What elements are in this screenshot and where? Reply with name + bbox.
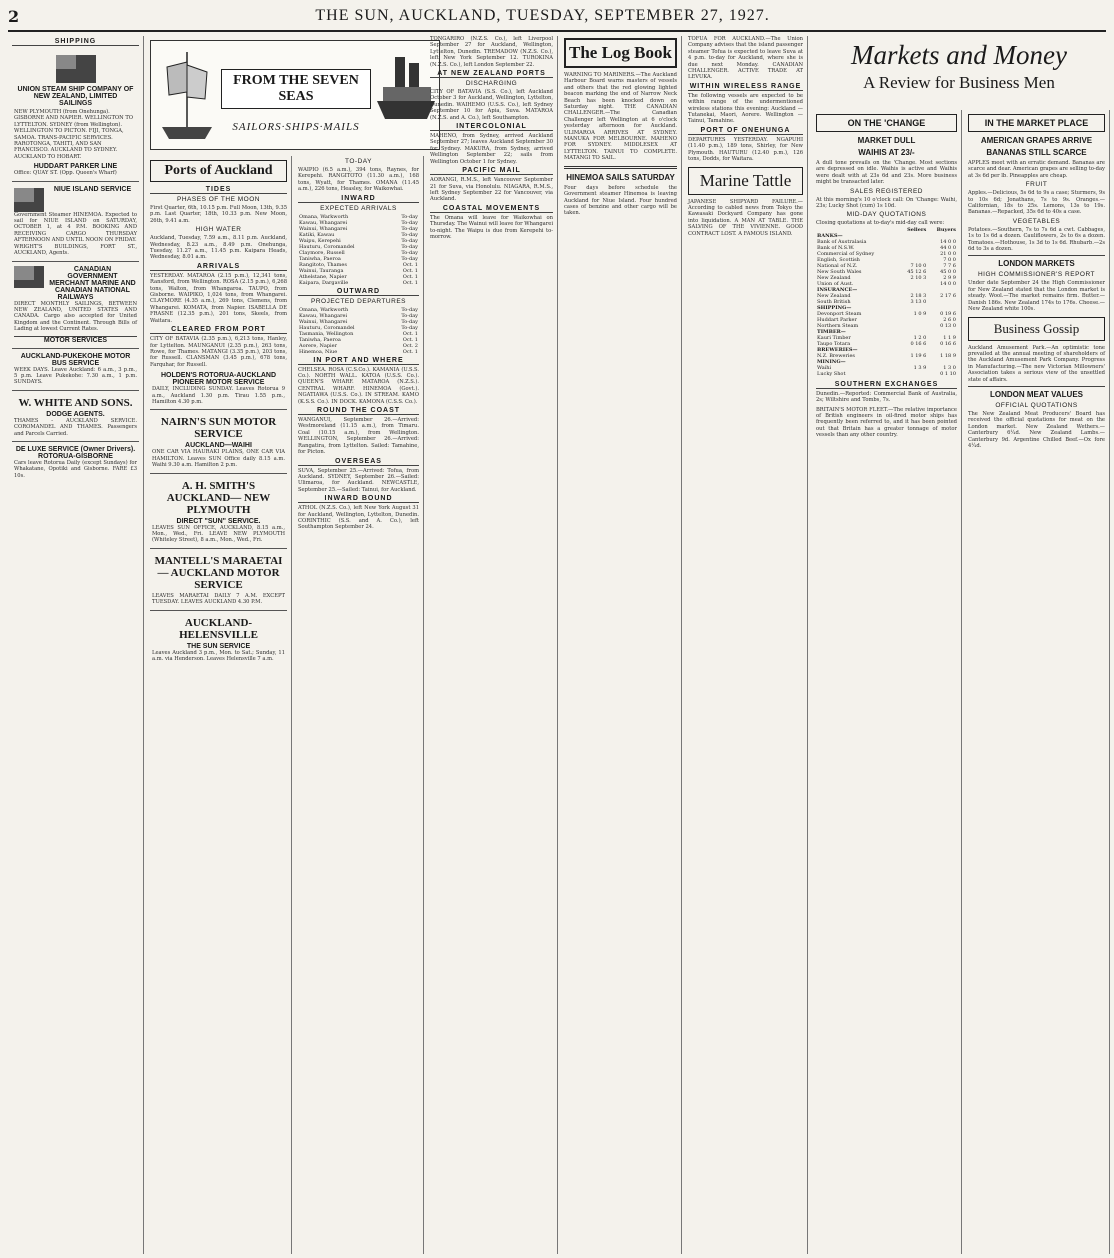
ship-date: Oct. 1 — [402, 261, 418, 268]
quote-name: Bank of Australasia — [817, 238, 867, 245]
inward-label: INWARD — [298, 195, 419, 203]
ship-name: Omana, Warkworth — [299, 213, 349, 220]
inward-bound-label: INWARD BOUND — [298, 495, 419, 503]
quote-name: Union of Aust. — [817, 280, 854, 287]
mantell-body: LEAVES MARAETAI DAILY 7 A.M. EXCEPT TUESDAY. LEAVES AUCKLAND 4.30 P.M. — [152, 592, 285, 606]
ship-date: To-day — [401, 318, 418, 325]
quote-name: New South Wales — [817, 268, 862, 275]
round-coast-label: ROUND THE COAST — [298, 407, 419, 415]
ship-date: Oct. 1 — [402, 330, 418, 337]
buyers-value: 14 0 0 — [940, 238, 956, 245]
change-title: ON THE 'CHANGE — [816, 114, 957, 132]
tides-label: TIDES — [150, 186, 287, 194]
quote-name: New Zealand — [817, 274, 851, 281]
ship-name: Wainui, Whangarei — [299, 318, 348, 325]
quote-name: Lucky Shot — [817, 370, 846, 377]
sellers-value: 2 18 3 — [910, 292, 927, 299]
table-row — [816, 371, 957, 377]
ship-date: Oct. 1 — [402, 273, 418, 280]
ship-date: Oct. 1 — [402, 279, 418, 286]
ship-date: To-day — [401, 219, 418, 226]
ship-name: Hauturu, Coromandel — [299, 243, 355, 250]
buyers-value: 7 0 0 — [943, 256, 956, 263]
smith-sub: DIRECT "SUN" SERVICE. — [176, 517, 261, 525]
column-ports-continued — [294, 156, 424, 1254]
ship-date: Oct. 1 — [402, 348, 418, 355]
quote-name: Huddart Parker — [817, 316, 857, 323]
sellers-value: 1 2 0 — [913, 334, 927, 341]
ship-date: To-day — [401, 306, 418, 313]
markets-header — [812, 40, 1106, 93]
cleared-label: CLEARED FROM PORT — [150, 326, 287, 334]
union-title: UNION STEAM SHIP COMPANY OF NEW ZEALAND, LIMITED — [17, 86, 134, 100]
ship-name: Hinemoa, Niue — [299, 348, 338, 355]
inport-body: CHELSEA. ROSA (C.S.Co.). KAMANIA (U.S.S. Co.). NORTH WALL. KATOA (U.S.S. Co.). QUEEN'S WHARF. MATAROA (N.Z.S.). CENTRAL WHARF. HINEMOA (Govt.). NGATIAWA (U.S.S. Co.). IN STREAM. KAMO (K.S.S. Co.). IN DOCK. KAMONA (C.S.S. Co.). — [298, 366, 419, 405]
overseas-label: OVERSEAS — [298, 458, 419, 466]
buyers-value: 45 0 0 — [940, 268, 956, 275]
quote-name: Waihi — [817, 364, 832, 371]
buyers-value: 0 19 6 — [940, 310, 956, 317]
ship-date: Oct. 1 — [402, 336, 418, 343]
ship-name: Athelstane, Napier — [299, 273, 347, 280]
projected-label: PROJECTED DEPARTURES — [311, 297, 406, 305]
quote-name: Bank of N.S.W. — [817, 244, 855, 251]
quotations-table — [816, 227, 957, 377]
log-book-body: WARNING TO MARINERS.—The Auckland Harbour Board warns masters of vessels and others that the red glowing lighted beacon marking the end of Narrow Neck Beach has been knocked down on Saturday night. THE CANADIAN CHALLENGER.—The Canadian Challenger left Wellington at 6 o'clock yesterday afternoon for Auckland. ULIMAROA ARRIVES AT SYDNEY. MANUKA FOR MELBOURNE. MAHENO FOR SYDNEY. MIDDLESEX AT LYTTELTON. TAINUI TO COMPLETE. MATANGI TO SAIL. — [564, 72, 677, 162]
buyers-value: 0 1 10 — [940, 370, 956, 377]
meat-body: The New Zealand Meat Producers' Board has received the official quotations for meat on the London market. New Zealand Wethers.—Canterbury 6¼d. New Zealand Lambs.—Canterbury 9d. Argentine Chilled Beef.—Ox fore 4¼d. — [968, 410, 1105, 449]
wireless-body: The following vessels are expected to be within range of the undermentioned wireless stations this evening: Auckland — Tutanekai, Maori, Aorere. Wellington — Tainui, Tamahine. — [688, 92, 803, 125]
ship-date: To-day — [401, 324, 418, 331]
high-water-body: Auckland, Tuesday, 7.59 a.m., 8.11 p.m. Auckland, Wednesday, 8.23 a.m., 8.49 p.m. Onehunga, Tuesday, 11.27 a.m., 11.45 p.m. Kaipara Heads, Wednesday, 8.01 a.m. — [150, 235, 287, 261]
ship-date: To-day — [401, 213, 418, 220]
london-title: LONDON MARKETS — [998, 259, 1075, 269]
buyers-value: 21 0 0 — [940, 250, 956, 257]
ship-name: Hauturu, Coromandel — [299, 324, 355, 331]
quote-name: South British — [817, 298, 851, 305]
ship-date: To-day — [401, 255, 418, 262]
quote-name: BREWERIES— — [817, 346, 858, 353]
holden-title: HOLDEN'S ROTORUA-AUCKLAND PIONEER MOTOR SERVICE — [160, 372, 277, 387]
round-coast-body: WANGANUI, September 26.—Arrived: Westmoreland (11.15 a.m.), from Timaru. Coal (10.15 a.m.), from Wellington. WELLINGTON, September 26.—Arrived: Rangatira, from Lyttelton. Sailed: Tamahine, for Picton. — [298, 417, 419, 456]
helensville-sub: THE SUN SERVICE — [186, 642, 251, 650]
buyers-value: 14 0 0 — [940, 280, 956, 287]
change-sub: MARKET DULL — [857, 136, 916, 145]
cleared-body: CITY OF BATAVIA (2.35 p.m.), 6,213 tons, Hanley, for Lyttelton. MAUNGANUI (2.35 p.m.), 263 tons, Rowe, for Thames. MATANGI (3.35 p.m.), 203 tons, for Russell. CLANSMAN (3.45 p.m.), 678 tons, Farquhar, for Russell. — [150, 336, 287, 368]
marine-tattle-body: JAPANESE SHIPYARD FAILURE.—According to cabled news from Tokyo the Kawasaki Dockyard Company has gone into liquidation. A MAN AT TABLE. THE SALVING OF THE VIVIENNE. GOOD CONTRACT LOST. A FAMOUS ISLAND. — [688, 198, 803, 237]
niue-title: NIUE ISLAND SERVICE — [53, 185, 132, 193]
column-market-place — [964, 110, 1110, 1254]
tongariro-body: TONGARIRO (N.Z.S. Co.), left Liverpool September 27 for Auckland, Wellington, Lyttelton, Dunedin. TREMADOW (N.Z.S. Co.), left New York September 12. TUROKINA (N.Z.S. Co.), left London September 22. — [430, 36, 553, 68]
coastal-label: COASTAL MOVEMENTS — [430, 205, 553, 213]
sailing-ship-icon — [157, 47, 217, 147]
union-ad — [12, 48, 139, 182]
quote-name: Kauri Timber — [817, 334, 851, 341]
ship-name: Kawau, Whangarei — [299, 219, 348, 226]
vegetables-label: VEGETABLES — [1012, 217, 1061, 225]
column-log-book — [560, 36, 682, 1254]
column-marine — [684, 36, 808, 1254]
pacific-mail-label: PACIFIC MAIL — [430, 167, 553, 175]
banner-title: FROM THE SEVEN SEAS — [221, 69, 371, 109]
projected-table — [298, 307, 419, 355]
mantell-ad — [150, 549, 287, 611]
tofua-body: TOFUA FOR AUCKLAND.—The Union Company advises that the island passenger steamer Tofua is expected to leave Suva at 4 p.m. to-day for Auckland, where she is due next Monday. CANADIAN CHALLENGER. ACTIVE TRADE AT LEVUKA. — [688, 36, 803, 81]
ship-name: Taniwha, Paeroa — [299, 255, 341, 262]
helensville-title: AUCKLAND-HELENSVILLE — [179, 616, 258, 641]
sellers-value: 3 13 0 — [910, 298, 927, 305]
ship-name: Tasmania, Wellington — [299, 330, 354, 337]
union-office: Office: QUAY ST. (Opp. Queen's Wharf) — [14, 170, 117, 177]
union-sailings: SAILINGS — [58, 100, 93, 107]
quote-name: New Zealand — [817, 292, 851, 299]
ship-date: To-day — [401, 231, 418, 238]
page-number: 2 — [8, 6, 20, 26]
buyers-value: 44 0 0 — [940, 244, 956, 251]
marine-tattle-title: Marine Tattle — [688, 167, 803, 195]
buyers-value: 0 16 6 — [940, 340, 956, 347]
ship-date: Oct. 1 — [402, 267, 418, 274]
ship-name: Kawau, Whangarei — [299, 312, 348, 319]
pukekohe-ad — [12, 349, 139, 391]
sellers-value: 1 3 9 — [913, 364, 927, 371]
sellers-value — [898, 371, 927, 377]
rotorua-title: DE LUXE SERVICE (Owner Drivers). ROTORUA-GISBORNE — [15, 445, 136, 460]
place-title: IN THE MARKET PLACE — [968, 114, 1105, 132]
helensville-ad — [150, 611, 287, 667]
quote-name: TIMBER— — [817, 328, 846, 335]
markets-subtitle: A Review for Business Men — [863, 73, 1055, 92]
arrivals-body: YESTERDAY. MATAROA (2.15 p.m.), 12,341 tons, Ransford, from Wellington. ROSA (2.15 p.m.), 6,268 tons, Walton, from Whangaroa. TAUPO, from Gisborne. WAIPIKO, 1,024 tons, from Whangarei. CLAYMORE (4.35 a.m.), 269 tons, Clemens, from Whangarei. KOMATA, from Napier. ISABELLA DE FRASNE (12.35 p.m.), 201 tons, Skeels, from Waitara. — [150, 272, 287, 324]
change-sub2: WAIHIS AT 23/- — [858, 148, 915, 157]
quote-name: English, Scottish — [817, 256, 860, 263]
column-on-change — [812, 110, 962, 1254]
nz-ports-label: AT NEW ZEALAND PORTS — [430, 70, 553, 78]
nairn-ad — [150, 410, 287, 473]
seven-seas-banner — [150, 40, 440, 150]
expected-table — [298, 214, 419, 286]
quote-name: Taupo Totara — [817, 340, 851, 347]
buyers-value: 1 1 9 — [943, 334, 956, 341]
ship-name: Omana, Warkworth — [299, 306, 349, 313]
buyers-value: 1 3 0 — [943, 364, 956, 371]
column-header: Sellers — [907, 226, 927, 233]
canadian-ad — [12, 262, 139, 349]
exchanges-body: Dunedin.—Reported: Commercial Bank of Australia, 2s; Wiltshire and Tombs, 7s. — [816, 390, 957, 404]
table-row — [298, 280, 419, 286]
canadian-body: DIRECT MONTHLY SAILINGS, BETWEEN NEW ZEALAND, UNITED STATES AND CANADA. Cargo also accepted for United Kingdom and the Continent. Through Bills of Lading at lowest Current Rates. — [14, 300, 137, 333]
motor-services-label: MOTOR SERVICES — [14, 336, 137, 344]
log-book-title: The Log Book — [564, 38, 677, 68]
ship-date: To-day — [401, 249, 418, 256]
gossip-body: Auckland Amusement Park.—An optimistic tone prevailed at the annual meeting of shareholders of the Auckland Amusement Park Company. Progress in Manufacturing.—The new Victorian Millowners' Association takes a serious view of the unsettled state of affairs. — [968, 344, 1105, 383]
white-sub: DODGE AGENTS. — [46, 410, 105, 418]
white-ad — [12, 391, 139, 442]
niue-body: Government Steamer HINEMOA. Expected to sail for NIUE ISLAND on SATURDAY, OCTOBER 1, at 4 P.M. BOOKING AND RECEIVING CARGO THURSDAY AFTERNOON AND UNTIL NOON ON FRIDAY. — [14, 211, 137, 244]
buyers-value: 0 13 0 — [940, 322, 956, 329]
exchanges-label: SOUTHERN EXCHANGES — [816, 381, 957, 389]
quote-name: MINING— — [817, 358, 846, 365]
london-sub: HIGH COMMISSIONER'S REPORT — [977, 271, 1096, 279]
pacific-mail-body: AORANGI, R.M.S., left Vancouver September 21 for Suva, via Honolulu. NIAGARA, R.M.S., left Sydney September 22 for Vancouver, via Auckland. — [430, 177, 553, 203]
union-body: NEW PLYMOUTH (from Onehunga). GISBORNE AND NAPIER. WELLINGTON TO LYTTELTON. SYDNEY (from Wellington). WELLINGTON TO PICTON. FIJI, TONGA, SAMOA. TRANS-PACIFIC SERVICES. RAROTONGA, TAHITI, AND SAN FRANCISCO. AUCKLAND TO SYDNEY. AUCKLAND TO HOBART. — [14, 109, 134, 160]
table-row — [298, 349, 419, 355]
moon-body: First Quarter, 6th, 10.15 p.m. Full Moon, 13th, 9.35 p.m. Last Quarter, 18th, 10.33 p.m. New Moon, 26th, 9.41 a.m. — [150, 205, 287, 224]
markets-title: Markets and Money — [851, 40, 1067, 70]
banner-subtitle: SAILORS·SHIPS·MAILS — [232, 121, 360, 133]
nairn-title: NAIRN'S SUN MOTOR SERVICE — [160, 416, 277, 441]
inport-label: IN PORT AND WHERE — [298, 357, 419, 365]
vegetables-body: Potatoes.—Southern, 7s to 7s 6d a cwt. Cabbages, 1s to 1s 6d a dozen. Cauliflowers, 2s to 6s a dozen. Tomatoes.—Hothouse, 1s 3d to 1s 6d. Rhubarb.—2s 6d to 3s a dozen. — [968, 226, 1105, 253]
onehunga-body: DEPARTURES YESTERDAY. NGAPUHI (11.40 p.m.), 189 tons, Shirley, for New Plymouth. HAUTURU (12.40 p.m.), 126 tons, Dodds, for Waitara. — [688, 136, 803, 163]
holden-ad — [150, 368, 287, 410]
pukekohe-title: AUCKLAND-PUKEKOHE MOTOR BUS SERVICE — [20, 352, 131, 367]
ship-name: Waipu, Kerepehi — [299, 237, 341, 244]
sellers-value: 0 16 6 — [910, 340, 927, 347]
mantell-title: MANTELL'S MARAETAI — AUCKLAND MOTOR SERVICE — [154, 554, 283, 591]
moon-label: PHASES OF THE MOON — [177, 196, 260, 203]
fruit-label: FRUIT — [1025, 181, 1048, 189]
buyers-value: 7 7 6 — [943, 262, 956, 269]
shipping-label: SHIPPING — [12, 38, 139, 46]
rotorua-body: Cars leave Rotorua Daily (except Sundays) for Whakatane, Opotiki and Gisborne. FARE £3 10s. — [14, 459, 137, 479]
nairn-sub: AUCKLAND—WAIHI — [185, 442, 252, 450]
niue-ad — [12, 182, 139, 262]
quote-name: SHIPPING— — [817, 304, 852, 311]
coastal-body: The Omana will leave for Waikowhai on Thursday. The Wainui will leave for Whangarei to-night. The Waipu is due from Kerepehi to-morrow. — [430, 214, 553, 240]
meat-title: LONDON MEAT VALUES — [989, 389, 1084, 399]
intercolonial-body: MAHENO, from Sydney, arrived Auckland September 27; leaves Auckland September 30 for Sydney. MAKURA, from Sydney, arrived Wellington September 22; sails from Wellington October 1 for Sydney. — [430, 133, 553, 165]
place-body: APPLES meet with an erratic demand. Bananas are scarce and dear. American grapes are selling to-day at 3s 6d per lb. Pineapples are cheap. — [968, 160, 1105, 179]
smith-ad — [150, 474, 287, 549]
ship-date: To-day — [401, 237, 418, 244]
column-shipping-ads — [8, 36, 144, 1254]
ship-name: Taniwha, Paeroa — [299, 336, 341, 343]
union-flag-icon — [56, 55, 96, 83]
discharging-label: DISCHARGING — [465, 80, 518, 88]
onehunga-label: PORT OF ONEHUNGA — [688, 127, 803, 135]
high-water-label: HIGH WATER — [195, 226, 242, 234]
ship-name: Wainui, Tauranga — [299, 267, 344, 274]
change-body: A dull tone prevails on the 'Change. Most sections are depressed on idle. Waihis is active and Waihis were dealt with at 23s 6d and 23s. More business might be transacted later. — [816, 160, 957, 186]
column-nz-ports — [426, 36, 558, 1254]
fruit-body: Apples.—Delicious, 5s 6d to 9s a case; Sturmers, 9s to 10s 6d; Jonathans, 7s to 9s. Oranges.—Californian, 18s to 25s. Lemons, 13s to 19s. Bananas.—Repacked, 35s 6d to 40s a case. — [968, 190, 1105, 216]
ship-date: Oct. 2 — [402, 342, 418, 349]
meat-sub: OFFICIAL QUOTATIONS — [995, 401, 1078, 409]
ship-name: Wainui, Whangarei — [299, 225, 348, 232]
sales-body: At this morning's 10 o'clock call: On 'Change: Waihi, 23s; Lucky Shot (cum) 1s 10d. — [816, 196, 957, 210]
huddart-parker: HUDDART PARKER LINE — [33, 163, 118, 171]
quote-name: INSURANCE— — [817, 286, 858, 293]
inward-bound-body: ATHOL (N.Z.S. Co.), left New York August 31 for Auckland, Wellington, Lyttelton, Dunedin. CORINTHIC (S.S. and A. Co.), left Southampton September 24. — [298, 505, 419, 531]
midday-label: MID-DAY QUOTATIONS — [846, 211, 927, 219]
niue-flag-icon — [14, 188, 44, 212]
smith-body: LEAVES SUN OFFICE, AUCKLAND, 8.15 a.m., Mon., Wed., Fri. LEAVE NEW PLYMOUTH (Whiteley Street), 8 a.m., Mon., Wed., Fri. — [152, 524, 285, 544]
gossip-title: Business Gossip — [968, 317, 1105, 341]
wireless-label: WITHIN WIRELESS RANGE — [689, 82, 802, 90]
hinemoa-body: Four days before schedule the Government steamer Hinemoa is leaving Auckland for Niue Island. Four hundred cases of benzine and other cargo will be taken. — [564, 184, 677, 217]
hinemoa-title: HINEMOA SAILS SATURDAY — [566, 172, 675, 182]
arrivals-label: ARRIVALS — [150, 263, 287, 271]
sellers-value: 2 10 3 — [910, 274, 927, 281]
discharging-body: CITY OF BATAVIA (S.S. Co.), left Auckland October 3 for Auckland, Wellington, Lyttelton, Dunedin. WAIHEMO (U.S.S. Co.), left Sydney September 10 for Apia, Suva. MATAROA (N.Z.S. and A. Co.), left Southampton. — [430, 89, 553, 121]
quote-name: Devonport Steam — [817, 310, 862, 317]
column-header: Buyers — [936, 226, 956, 233]
canadian-title: CANADIAN GOVERNMENT MERCHANT MARINE AND CANADIAN NATIONAL RAILWAYS — [49, 265, 136, 301]
helensville-body: Leaves Auckland 3 p.m., Mon. to Sat.; Sunday, 11 a.m. via Henderson. Leaves Helensville 7 a.m. — [152, 649, 285, 662]
quote-name: Commercial of Sydney — [817, 250, 875, 257]
niue-agents: WRIGHT'S BUILDINGS, FORT ST., AUCKLAND, Agents. — [14, 243, 137, 257]
midday-intro: Closing quotations at to-day's mid-day call were: — [816, 220, 945, 227]
outward-label: OUTWARD — [298, 288, 419, 296]
london-body: Under date September 24 the High Commissioner for New Zealand stated that the London market is steady. Wool.—The market remains firm. Butter.—Danish 186s. New Zealand 174s to 176s. Cheese.—New Zealand white 100s. — [968, 280, 1105, 313]
intercolonial-label: INTERCOLONIAL — [430, 123, 553, 131]
today-body: WAIPIO (6.5 a.m.), 394 tons, Raynes, for Kerepehi. RANGITOTO (11.30 a.m.), 168 tons, Wyatt, for Thames. OMANA (11.45 a.m.), 226 tons, Heasley, for Waikowhai. — [298, 167, 419, 193]
ship-name: Kaipara, Dargaville — [299, 279, 349, 286]
sellers-value: 7 10 0 — [910, 262, 927, 269]
buyers-value: 2 6 0 — [943, 316, 956, 323]
column-ports — [146, 156, 292, 1254]
newspaper-title: THE SUN, AUCKLAND, TUESDAY, SEPTEMBER 27, 1927. — [315, 7, 770, 24]
quote-name: Northern Steam — [817, 322, 859, 329]
place-sub: AMERICAN GRAPES ARRIVE — [980, 136, 1093, 145]
ports-title: Ports of Auckland — [150, 160, 287, 182]
expected-label: EXPECTED ARRIVALS — [320, 204, 397, 212]
smith-title: A. H. SMITH'S AUCKLAND— NEW PLYMOUTH — [166, 479, 271, 516]
white-body: THAMES - AUCKLAND SERVICE. COROMANDEL AND THAMES. Passengers and Parcels Carried. — [14, 417, 137, 437]
today-label: TO-DAY — [345, 158, 372, 165]
buyers-value: 2 9 9 — [943, 274, 956, 281]
quote-name: N.Z. Breweries — [817, 352, 855, 359]
ship-name: Aorere, Napier — [299, 342, 338, 349]
sales-label: SALES REGISTERED — [849, 187, 924, 195]
fleet-body: BRITAIN'S MOTOR FLEET.—The relative importance of British engineers in oil-fired motor ships has frequently been referred to, and it has been pointed out that Britain has a greater tonnage of motor vessels than any other country. — [816, 406, 957, 439]
quote-name: BANKS— — [817, 232, 843, 239]
rotorua-ad — [12, 442, 139, 483]
buyers-value: 1 18 9 — [940, 352, 956, 359]
sellers-value: 1 0 9 — [913, 310, 927, 317]
masthead — [8, 2, 1106, 32]
sellers-value: 1 19 6 — [910, 352, 927, 359]
place-sub2: BANANAS STILL SCARCE — [986, 148, 1087, 157]
holden-body: DAILY, INCLUDING SUNDAY. Leaves Rotorua 9 a.m., Auckland 1.30 p.m. Tirau 1.55 p.m., Hamilton 4.30 p.m. — [152, 386, 285, 405]
white-title: W. WHITE AND SONS. — [18, 396, 133, 409]
ship-date: To-day — [401, 312, 418, 319]
ship-date: To-day — [401, 243, 418, 250]
pukekohe-body: WEEK DAYS. Leave Auckland: 6 a.m., 3 p.m., 5 p.m. Leave Pukekohe: 7.30 a.m., 1 p.m. SUNDAYS. — [14, 366, 137, 386]
buyers-value: 2 17 6 — [940, 292, 956, 299]
overseas-body: SUVA, September 25.—Arrived: Tofua, from Auckland. SYDNEY, September 26.—Sailed: Ulimaroa, for Auckland. NEWCASTLE, September 25.—Sailed: Tainui, for Auckland. — [298, 467, 419, 493]
canadian-flag-icon — [14, 266, 44, 288]
ship-name: Katiki, Kawau — [299, 231, 335, 238]
ship-name: Rangitoto, Thames — [299, 261, 347, 268]
quote-name: National of N.Z. — [817, 262, 858, 269]
nairn-body: ONE CAR VIA HAURAKI PLAINS, ONE CAR VIA HAMILTON. Leaves SUN Office daily 8.15 a.m. Waihi 9.30 a.m. Hamilton 2 p.m. — [152, 449, 285, 469]
ship-name: Claymore, Russell — [299, 249, 345, 256]
sellers-value: 45 12 6 — [907, 268, 927, 275]
ship-date: To-day — [401, 225, 418, 232]
